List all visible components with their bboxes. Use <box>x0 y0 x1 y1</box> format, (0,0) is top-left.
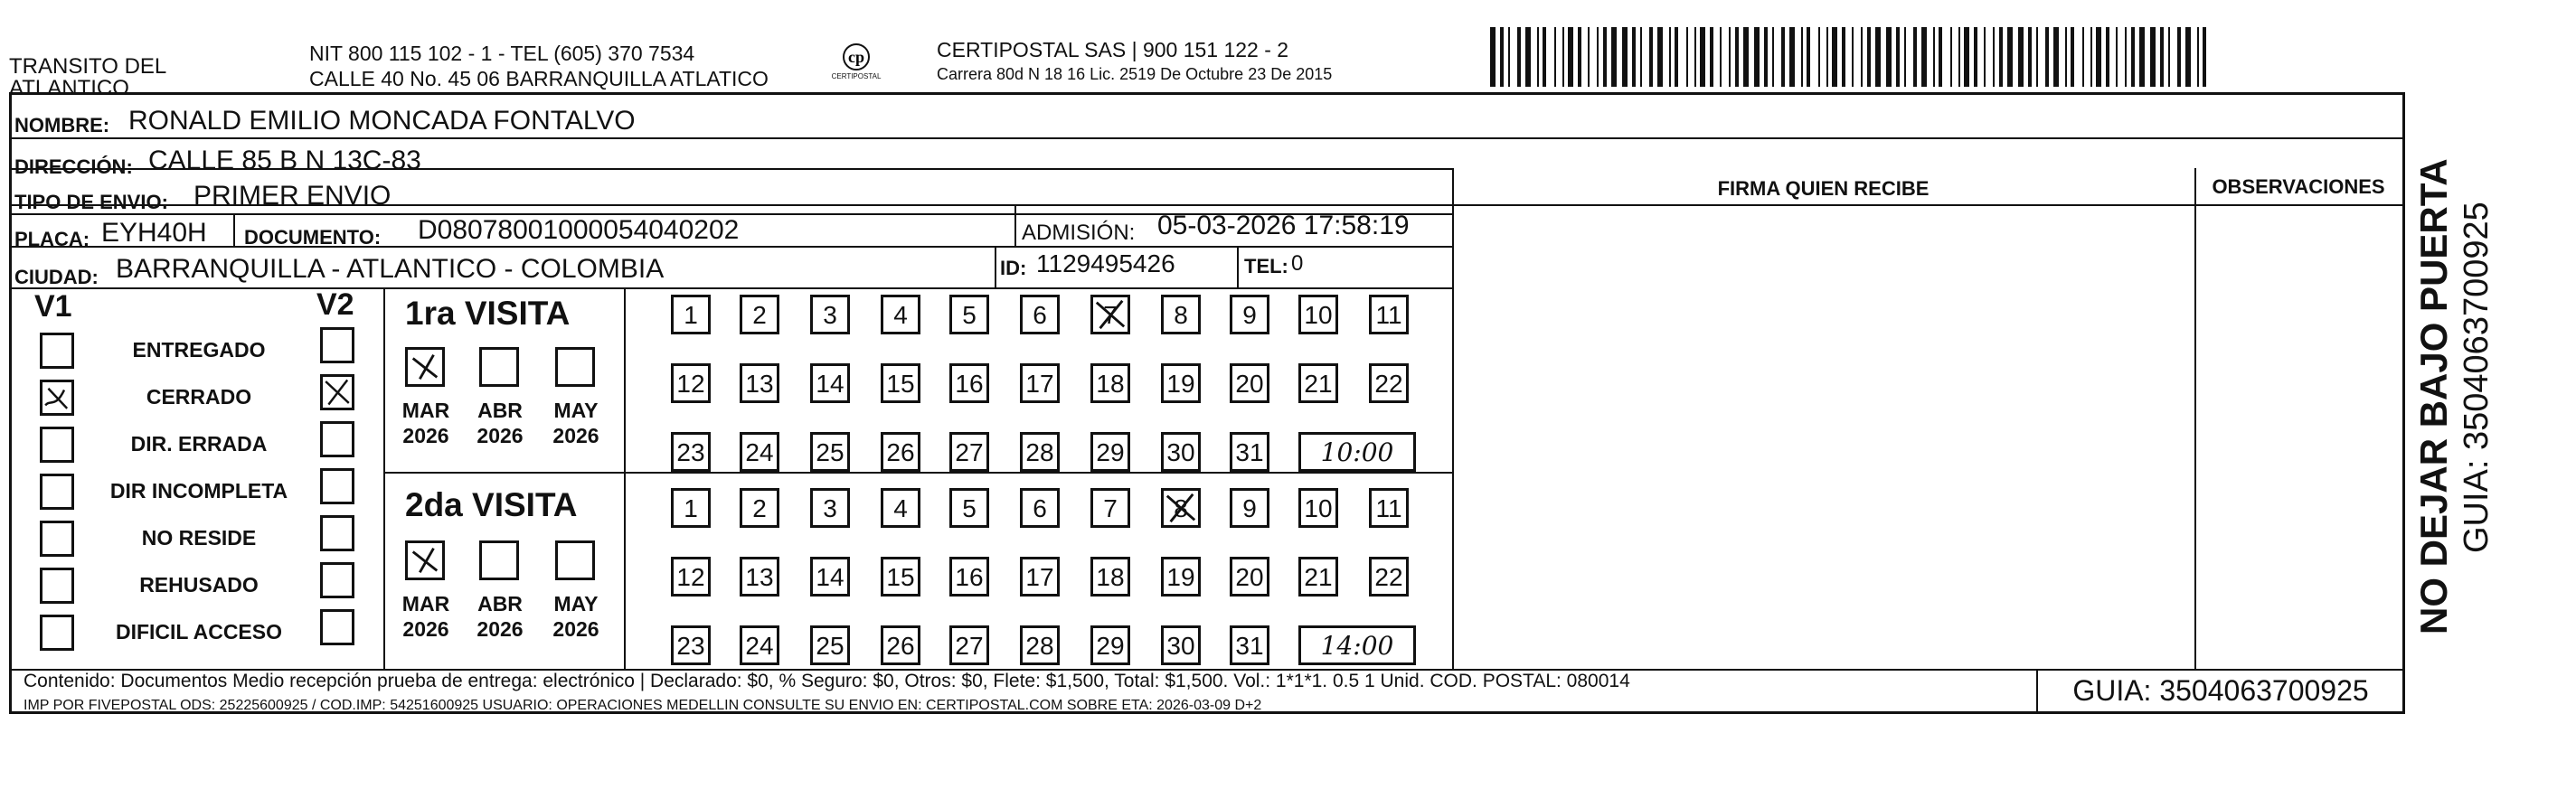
barcode-bar <box>2090 27 2092 87</box>
day-number: 7 <box>1103 301 1118 329</box>
day-number: 25 <box>816 438 845 466</box>
v1-checkbox[interactable] <box>40 568 74 604</box>
month-name: MAR <box>401 399 450 422</box>
day-number: 2 <box>752 494 767 522</box>
second-visit-day-box[interactable] <box>671 488 711 528</box>
imp-line: IMP POR FIVEPOSTAL ODS: 25225600925 / COD.IMP: 54251600925 USUARIO: OPERACIONES MEDELLIN CONSULTE SU ENVIO EN: CERTIPOSTAL.COM SOBRE ETA: 2026-03-09 D+2 <box>24 698 1262 713</box>
day-number: 12 <box>676 563 705 591</box>
day-number: 17 <box>1025 370 1054 398</box>
address-line: CALLE 40 No. 45 06 BARRANQUILLA ATLATICO <box>309 67 769 90</box>
barcode-bar <box>1974 27 1977 87</box>
barcode-bar <box>2018 27 2024 87</box>
barcode-bar <box>1649 27 1653 87</box>
second-visit-day-box[interactable] <box>1161 625 1201 665</box>
barcode-bar <box>1807 27 1810 87</box>
day-number: 4 <box>893 494 908 522</box>
day-number: 7 <box>1103 494 1118 522</box>
first-visit-day-box[interactable] <box>671 295 711 334</box>
first-visit-day-box[interactable] <box>1298 295 1338 334</box>
barcode-bar <box>1999 27 2003 87</box>
first-visit-title: 1ra VISITA <box>405 295 571 332</box>
first-visit-day-box[interactable] <box>881 432 920 472</box>
barcode-bar <box>1686 27 1688 87</box>
barcode-bar <box>1913 27 1917 87</box>
first-visit-day-box[interactable] <box>949 363 989 403</box>
barcode-bar <box>2106 27 2109 87</box>
day-number: 18 <box>1096 563 1125 591</box>
day-number: 1 <box>684 301 698 329</box>
day-number: 23 <box>676 438 705 466</box>
day-number: 20 <box>1235 563 1264 591</box>
first-visit-day-box[interactable] <box>1020 432 1060 472</box>
admision-label: ADMISIÓN: <box>1022 221 1136 245</box>
first-visit-day-box[interactable] <box>1020 295 1060 334</box>
month-year: 2026 <box>477 617 524 641</box>
barcode-bar <box>1720 27 1722 87</box>
first-visit-day-box[interactable] <box>1090 432 1130 472</box>
barcode-bar <box>1597 27 1599 87</box>
second-visit-day-box[interactable] <box>1020 557 1060 597</box>
barcode-bar <box>1537 27 1539 87</box>
barcode-bar <box>1867 27 1871 87</box>
day-number: 11 <box>1375 301 1402 329</box>
barcode-bar <box>1842 27 1845 87</box>
barcode-bar <box>2028 27 2032 87</box>
second-visit-day-box[interactable] <box>949 488 989 528</box>
barcode-bar <box>1984 27 1986 87</box>
v1-header: V1 <box>34 289 72 324</box>
day-number: 24 <box>745 438 774 466</box>
day-number: 24 <box>745 632 774 660</box>
day-number: 2 <box>752 301 767 329</box>
first-visit-day-box[interactable] <box>949 432 989 472</box>
barcode-bar <box>2150 27 2156 87</box>
barcode-bar <box>2177 27 2181 87</box>
day-number: 3 <box>823 301 837 329</box>
barcode-bar <box>1852 27 1854 87</box>
direccion-value: CALLE 85 B N 13C-83 <box>148 146 421 175</box>
agency-line-1: TRANSITO DEL <box>9 54 167 79</box>
status-label: ENTREGADO <box>132 338 266 362</box>
day-number: 16 <box>955 370 984 398</box>
first-visit-day-box[interactable] <box>1161 432 1201 472</box>
barcode-bar <box>2096 27 2101 87</box>
day-number: 19 <box>1166 563 1195 591</box>
day-number: 31 <box>1235 632 1264 660</box>
barcode-bar <box>1694 27 1696 87</box>
day-number: 9 <box>1242 301 1257 329</box>
second-visit-day-box[interactable] <box>1090 625 1130 665</box>
second-visit-day-box[interactable] <box>949 625 989 665</box>
day-number: 10 <box>1304 494 1333 522</box>
v2-checkbox[interactable] <box>320 327 354 363</box>
barcode-bar <box>1508 27 1510 87</box>
day-number: 11 <box>1375 494 1402 522</box>
first-visit-day-box[interactable] <box>1230 295 1269 334</box>
second-visit-day-box[interactable] <box>1090 557 1130 597</box>
month-label <box>394 398 458 448</box>
day-number: 16 <box>955 563 984 591</box>
v1-checkbox[interactable] <box>40 427 74 463</box>
id-label: ID: <box>1000 257 1027 279</box>
month-name: MAY <box>553 399 599 422</box>
barcode-bar <box>1832 27 1837 87</box>
observaciones-header: OBSERVACIONES <box>2212 175 2385 198</box>
barcode-bar <box>1886 27 1892 87</box>
guia-footer: GUIA: 3504063700925 <box>2072 674 2369 707</box>
tel-value: 0 <box>1291 251 1304 276</box>
barcode-bar <box>1562 27 1564 87</box>
agency-line-2: ATLANTICO <box>9 76 129 100</box>
month-name: ABR <box>477 399 523 422</box>
day-number: 17 <box>1025 563 1054 591</box>
barcode-bar <box>1700 27 1705 87</box>
v2-header: V2 <box>316 287 354 322</box>
day-number: 6 <box>1033 301 1047 329</box>
barcode-bar <box>1640 27 1642 87</box>
barcode-bar <box>2131 27 2135 87</box>
barcode-bar <box>1958 27 1960 87</box>
v2-checkbox[interactable] <box>320 468 354 504</box>
second-visit-day-box[interactable] <box>1369 488 1409 528</box>
second-visit-day-box[interactable] <box>1161 488 1201 528</box>
barcode-bar <box>1993 27 1995 87</box>
barcode-bar <box>1568 27 1573 87</box>
month-year: 2026 <box>477 424 524 447</box>
day-number: 9 <box>1242 494 1257 522</box>
admision-value: 05-03-2026 17:58:19 <box>1157 211 1410 240</box>
month-name: MAR <box>401 592 450 615</box>
month-year: 2026 <box>552 617 599 641</box>
barcode-bar <box>1875 27 1881 87</box>
second-visit-title: 2da VISITA <box>405 486 578 523</box>
barcode-bar <box>1622 27 1628 87</box>
documento-label: DOCUMENTO: <box>244 226 382 249</box>
barcode-bar <box>1710 27 1713 87</box>
barcode-bar <box>1861 27 1863 87</box>
barcode-bar <box>2065 27 2067 87</box>
certipostal-logo <box>819 42 893 92</box>
month-label <box>394 591 458 642</box>
no-dejar-bajo-puerta: NO DEJAR BAJO PUERTA <box>2412 158 2455 634</box>
second-visit-month-checkbox[interactable] <box>479 540 519 580</box>
day-number: 5 <box>962 301 977 329</box>
first-visit-day-box[interactable] <box>1369 363 1409 403</box>
first-visit-day-box[interactable] <box>740 295 779 334</box>
status-label: NO RESIDE <box>141 526 257 550</box>
second-visit-day-box[interactable] <box>1020 488 1060 528</box>
first-visit-day-box[interactable] <box>881 363 920 403</box>
day-number: 12 <box>676 370 705 398</box>
barcode-bar <box>1764 27 1768 87</box>
first-visit-day-box[interactable] <box>671 363 711 403</box>
barcode-bar <box>2053 27 2059 87</box>
status-label: DIR. ERRADA <box>130 432 268 456</box>
second-visit-day-box[interactable] <box>671 557 711 597</box>
barcode-bar <box>2168 27 2170 87</box>
month-year: 2026 <box>402 617 449 641</box>
second-visit-day-box[interactable] <box>1298 488 1338 528</box>
first-visit-day-box[interactable] <box>881 295 920 334</box>
first-visit-day-box[interactable] <box>810 363 850 403</box>
day-number: 22 <box>1374 563 1403 591</box>
month-name: MAY <box>553 592 599 615</box>
v1-checkbox[interactable] <box>40 474 74 510</box>
day-number: 3 <box>823 494 837 522</box>
day-number: 13 <box>745 370 774 398</box>
day-number: 8 <box>1174 301 1188 329</box>
second-visit-day-box[interactable] <box>740 557 779 597</box>
second-visit-time-box[interactable]: 14:00 <box>1298 625 1416 665</box>
direccion-label: DIRECCIÓN: <box>14 155 133 178</box>
second-visit-day-box[interactable] <box>1298 557 1338 597</box>
day-number: 21 <box>1304 370 1333 398</box>
v2-checkbox[interactable] <box>320 374 354 410</box>
v2-checkbox[interactable] <box>320 515 354 551</box>
barcode-bar <box>2139 27 2145 87</box>
placa-value: EYH40H <box>101 218 207 248</box>
day-number: 5 <box>962 494 977 522</box>
day-number: 13 <box>745 563 774 591</box>
tipo-envio-label: TIPO DE ENVIO: <box>14 191 168 213</box>
barcode-bar <box>1675 27 1678 87</box>
license-line: Carrera 80d N 18 16 Lic. 2519 De Octubre 23 De 2015 <box>937 65 1333 83</box>
barcode-bar <box>2203 27 2206 87</box>
day-number: 15 <box>886 563 915 591</box>
month-label <box>468 398 532 448</box>
second-visit-day-box[interactable] <box>810 488 850 528</box>
second-visit-day-box[interactable] <box>1020 625 1060 665</box>
barcode-bar <box>2160 27 2164 87</box>
second-visit-month-checkbox[interactable] <box>405 540 445 580</box>
day-number: 15 <box>886 370 915 398</box>
second-visit-day-box[interactable] <box>1161 557 1201 597</box>
status-label: DIR INCOMPLETA <box>109 479 288 503</box>
day-number: 29 <box>1096 438 1125 466</box>
first-visit-month-checkbox[interactable] <box>405 347 445 387</box>
barcode-bar <box>1554 27 1556 87</box>
nombre-label: NOMBRE: <box>14 114 110 136</box>
second-visit-day-box[interactable] <box>740 488 779 528</box>
status-label: DIFICIL ACCESO <box>115 620 282 644</box>
barcode-bar <box>1543 27 1546 87</box>
first-visit-day-box[interactable] <box>810 432 850 472</box>
first-visit-day-box[interactable] <box>1230 363 1269 403</box>
second-visit-day-box[interactable] <box>881 625 920 665</box>
month-label <box>544 398 608 448</box>
second-visit-day-box[interactable] <box>1090 488 1130 528</box>
second-visit-day-box[interactable] <box>881 557 920 597</box>
first-visit-day-box[interactable] <box>1230 432 1269 472</box>
month-name: ABR <box>477 592 523 615</box>
barcode-bar <box>1517 27 1521 87</box>
day-number: 1 <box>684 494 698 522</box>
ciudad-value: BARRANQUILLA - ATLANTICO - COLOMBIA <box>116 254 665 284</box>
barcode-bar <box>1964 27 1969 87</box>
v1-checkbox[interactable] <box>40 615 74 651</box>
first-visit-day-box[interactable] <box>1090 295 1130 334</box>
second-visit-day-box[interactable] <box>810 557 850 597</box>
day-number: 28 <box>1025 438 1054 466</box>
first-visit-day-box[interactable] <box>1298 363 1338 403</box>
first-visit-day-box[interactable] <box>740 363 779 403</box>
day-number: 27 <box>955 438 984 466</box>
barcode-bar <box>1818 27 1820 87</box>
v1-checkbox[interactable] <box>40 380 74 416</box>
second-visit-month-checkbox[interactable] <box>555 540 595 580</box>
second-visit-day-box[interactable] <box>881 488 920 528</box>
month-year: 2026 <box>402 424 449 447</box>
second-visit-day-box[interactable] <box>1230 488 1269 528</box>
firma-header: FIRMA QUIEN RECIBE <box>1717 177 1930 200</box>
barcode-bar <box>2125 27 2127 87</box>
barcode-bar <box>1490 27 1496 87</box>
barcode-bar <box>2071 27 2074 87</box>
barcode <box>1490 27 2221 87</box>
first-visit-day-box[interactable] <box>671 432 711 472</box>
barcode-bar <box>2116 27 2118 87</box>
nit-line: NIT 800 115 102 - 1 - TEL (605) 370 7534 <box>309 42 695 65</box>
first-visit-day-box[interactable] <box>949 295 989 334</box>
day-number: 25 <box>816 632 845 660</box>
ciudad-label: CIUDAD: <box>14 266 99 288</box>
barcode-bar <box>2007 27 2013 87</box>
documento-value: D08078001000054040202 <box>418 215 740 245</box>
day-number: 26 <box>886 632 915 660</box>
month-label <box>544 591 608 642</box>
barcode-bar <box>1611 27 1617 87</box>
day-number: 30 <box>1166 438 1195 466</box>
barcode-bar <box>1632 27 1636 87</box>
barcode-bar <box>1933 27 1935 87</box>
second-visit-day-box[interactable] <box>810 625 850 665</box>
day-number: 27 <box>955 632 984 660</box>
barcode-bar <box>1669 27 1671 87</box>
first-visit-month-checkbox[interactable] <box>555 347 595 387</box>
day-number: 18 <box>1096 370 1125 398</box>
day-number: 4 <box>893 301 908 329</box>
day-number: 10 <box>1304 301 1333 329</box>
first-visit-day-box[interactable] <box>1020 363 1060 403</box>
first-visit-time-box[interactable]: 10:00 <box>1298 432 1416 472</box>
month-year: 2026 <box>552 424 599 447</box>
barcode-bar <box>1657 27 1663 87</box>
barcode-bar <box>1921 27 1927 87</box>
svg-text:cp: cp <box>848 48 864 66</box>
day-number: 14 <box>816 370 845 398</box>
second-visit-day-box[interactable] <box>949 557 989 597</box>
barcode-bar <box>1826 27 1828 87</box>
first-visit-day-box[interactable] <box>740 432 779 472</box>
tel-label: TEL: <box>1244 255 1288 277</box>
status-label: CERRADO <box>146 385 252 409</box>
day-number: 8 <box>1174 494 1188 522</box>
barcode-bar <box>2045 27 2049 87</box>
contenido-line: Contenido: Documentos Medio recepción prueba de entrega: electrónico | Declarado: $0, % Seguro: $0, Otros: $0, Flete: $1,500, Total: $1,500. Vol.: 1*1*1. 0.5 1 Unid. COD. POSTAL: 080014 <box>24 671 1630 691</box>
barcode-bar <box>2185 27 2191 87</box>
day-number: 26 <box>886 438 915 466</box>
day-number: 29 <box>1096 632 1125 660</box>
barcode-bar <box>1904 27 1906 87</box>
guia-side: GUIA: 3504063700925 <box>2458 202 2496 553</box>
first-visit-month-checkbox[interactable] <box>479 347 519 387</box>
first-visit-day-box[interactable] <box>1161 363 1201 403</box>
barcode-bar <box>1588 27 1590 87</box>
second-visit-day-box[interactable] <box>1230 625 1269 665</box>
day-number: 23 <box>676 632 705 660</box>
day-number: 30 <box>1166 632 1195 660</box>
second-visit-day-box[interactable] <box>740 625 779 665</box>
second-visit-day-box[interactable] <box>1230 557 1269 597</box>
v2-checkbox[interactable] <box>320 562 354 598</box>
placa-label: PLACA: <box>14 228 90 250</box>
barcode-bar <box>2197 27 2199 87</box>
month-label <box>468 591 532 642</box>
status-label: REHUSADO <box>139 573 259 597</box>
barcode-bar <box>1603 27 1607 87</box>
barcode-bar <box>1789 27 1795 87</box>
first-visit-day-box[interactable] <box>1090 363 1130 403</box>
barcode-bar <box>1772 27 1774 87</box>
barcode-bar <box>1754 27 1760 87</box>
day-number: 19 <box>1166 370 1195 398</box>
day-number: 14 <box>816 563 845 591</box>
day-number: 6 <box>1033 494 1047 522</box>
first-visit-day-box[interactable] <box>1161 295 1201 334</box>
tipo-envio-value: PRIMER ENVIO <box>193 181 392 211</box>
barcode-bar <box>1801 27 1803 87</box>
barcode-bar <box>2082 27 2084 87</box>
day-number: 31 <box>1235 438 1264 466</box>
barcode-bar <box>1578 27 1581 87</box>
barcode-bar <box>1896 27 1900 87</box>
day-number: 20 <box>1235 370 1264 398</box>
first-visit-day-box[interactable] <box>810 295 850 334</box>
day-number: 28 <box>1025 632 1054 660</box>
second-visit-day-box[interactable] <box>1369 557 1409 597</box>
v2-checkbox[interactable] <box>320 609 354 645</box>
barcode-bar <box>1729 27 1731 87</box>
id-value: 1129495426 <box>1036 249 1175 277</box>
barcode-bar <box>1743 27 1749 87</box>
first-visit-day-box[interactable] <box>1369 295 1409 334</box>
day-number: 21 <box>1304 563 1333 591</box>
barcode-bar <box>1950 27 1952 87</box>
barcode-bar <box>1939 27 1942 87</box>
barcode-bar <box>1781 27 1785 87</box>
v2-checkbox[interactable] <box>320 421 354 457</box>
second-visit-day-box[interactable] <box>671 625 711 665</box>
nombre-value: RONALD EMILIO MONCADA FONTALVO <box>128 106 636 136</box>
v1-checkbox[interactable] <box>40 521 74 557</box>
barcode-bar <box>1500 27 1504 87</box>
barcode-bar <box>1735 27 1739 87</box>
company-line: CERTIPOSTAL SAS | 900 151 122 - 2 <box>937 38 1289 61</box>
barcode-bar <box>2036 27 2038 87</box>
logo-text: CERTIPOSTAL <box>831 72 882 80</box>
v1-checkbox[interactable] <box>40 333 74 369</box>
barcode-bar <box>1525 27 1531 87</box>
day-number: 22 <box>1374 370 1403 398</box>
